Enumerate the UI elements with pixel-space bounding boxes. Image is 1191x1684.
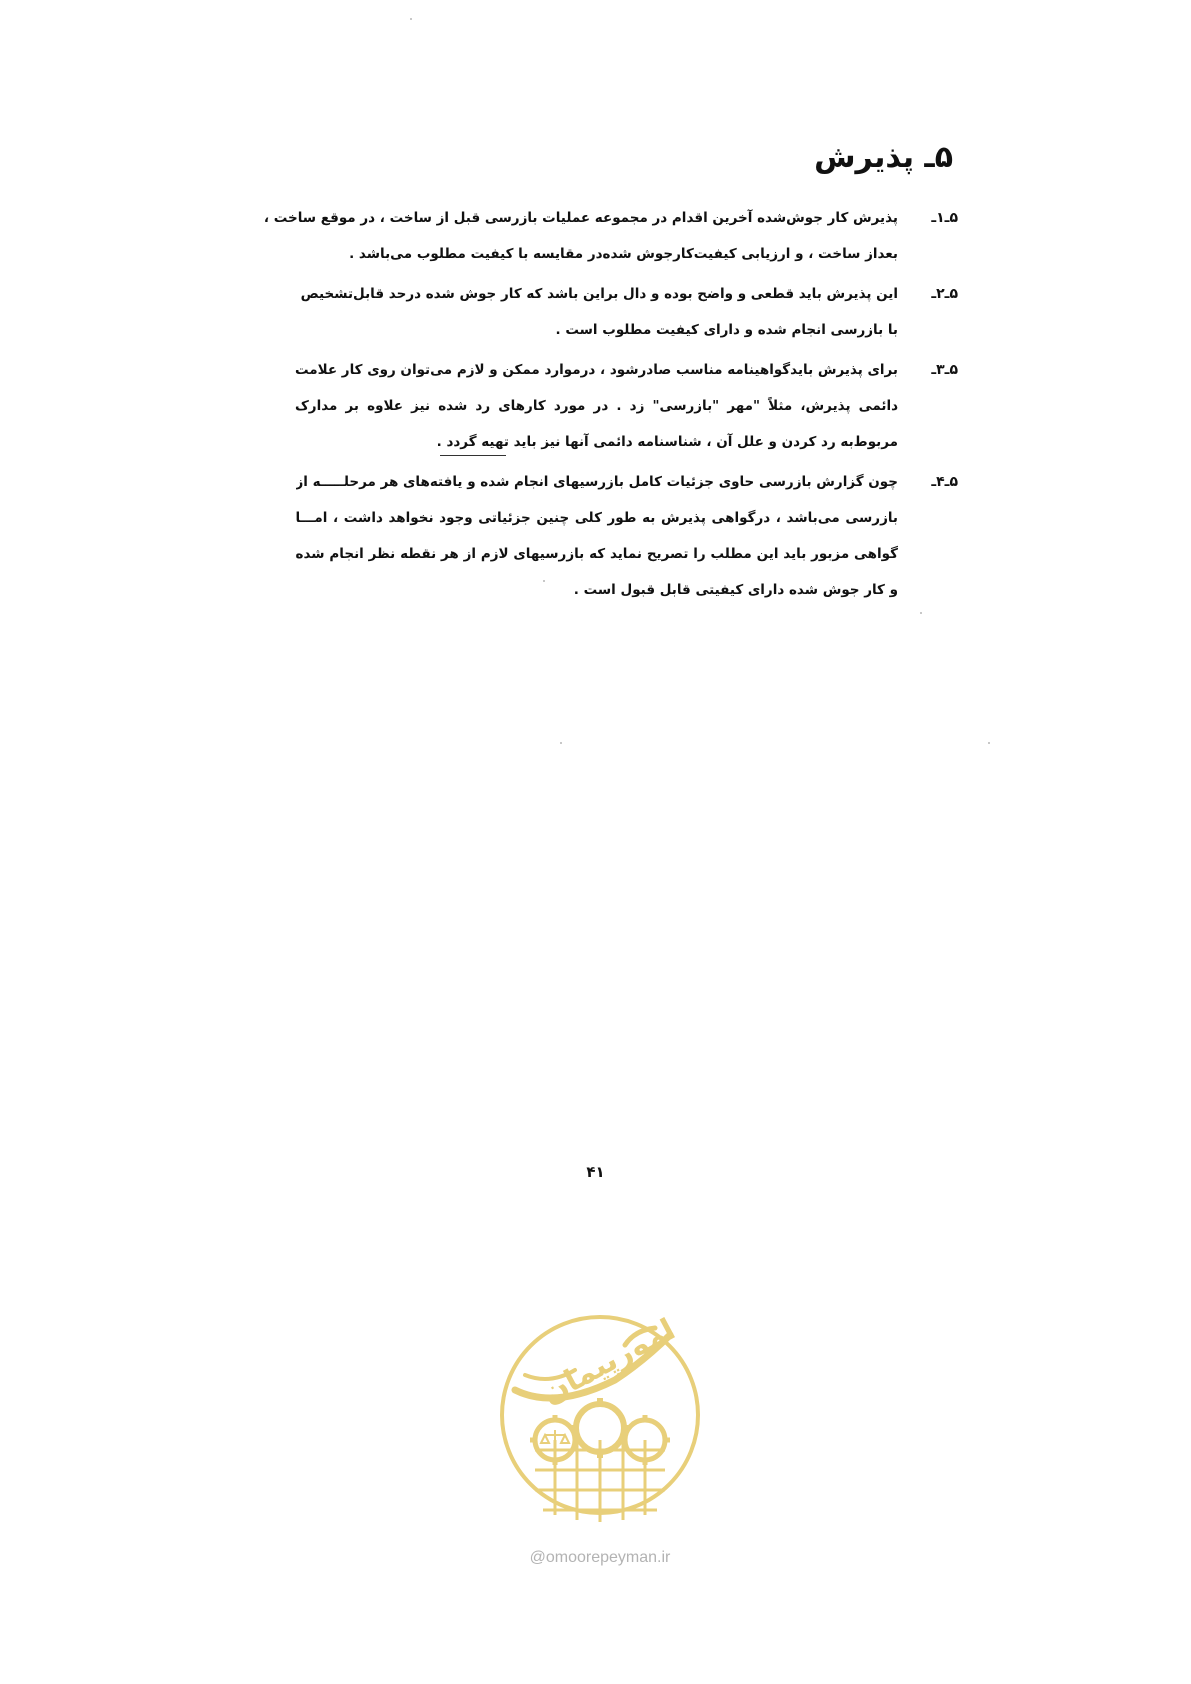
- clause-number: ۵ـ۳ـ: [931, 362, 958, 378]
- clause-line: این پذیرش باید قطعی و واضح بوده و دال براین باشد که کار جوش شده درحد قابل‌تشخیص: [300, 286, 898, 302]
- clause-list: [263, 200, 958, 612]
- watermark-caption: @omoorepeyman.ir: [529, 1549, 671, 1566]
- clause-line: با بازرسی انجام شده و دارای کیفیت مطلوب است .: [555, 322, 898, 338]
- clause-text: [296, 464, 898, 608]
- clause-line: گواهی مزبور باید این مطلب را تصریح نماید که بازرسیهای لازم از هر نقطه نظر انجام شده: [295, 546, 898, 562]
- watermark-logo-text: امورپیمان: [536, 1312, 681, 1412]
- clause-line: بازرسی می‌باشد ، درگواهی پذیرش به طور کلی چنین جزئیاتی وجود نخواهد داشت ، امـــا: [295, 510, 898, 526]
- section-title: ۵ـ پذیرش: [814, 140, 953, 175]
- scan-speck: [543, 580, 545, 582]
- clause-text: [301, 276, 898, 348]
- clause-line: و کار جوش شده دارای کیفیتی قابل قبول است .: [573, 582, 898, 598]
- scan-speck: [560, 742, 562, 744]
- clause-number: ۵ـ۴ـ: [931, 474, 958, 490]
- clause-line: مربوط‌به رد کردن و علل آن ، شناسنامه دائمی آنها نیز باید تهیه گردد .: [436, 434, 898, 450]
- clause-5-4: [295, 464, 958, 608]
- clause-line: دائمی پذیرش، مثلاً "مهر "بازرسی" زد . در مورد کارهای رد شده نیز علاوه بر مدارک: [294, 398, 898, 414]
- clause-number: ۵ـ۱ـ: [931, 210, 958, 226]
- clause-text: [264, 200, 898, 272]
- watermark-logo-icon: [495, 1300, 705, 1540]
- clause-5-1: [263, 200, 958, 272]
- clause-line: پذیرش کار جوش‌شده آخرین اقدام در مجموعه عملیات بازرسی قبل از ساخت ، در موقع ساخت ،: [263, 210, 898, 226]
- scan-speck: [920, 612, 922, 614]
- clause-number: ۵ـ۲ـ: [931, 286, 958, 302]
- clause-text: [295, 352, 898, 460]
- scan-speck: [988, 742, 990, 744]
- underline-rule: [440, 455, 506, 456]
- page-number: ۴۱: [586, 1163, 605, 1181]
- clause-line: چون گزارش بازرسی حاوی جزئیات کامل بازرسیهای انجام شده و یافته‌های هر مرحلـــــه از: [295, 474, 898, 490]
- clause-line: برای پذیرش بایدگواهینامه مناسب صادرشود ، درموارد ممکن و لازم می‌توان روی کار علامت: [294, 362, 898, 378]
- clause-5-3: [294, 352, 958, 460]
- scan-speck: [410, 18, 412, 20]
- clause-5-2: [300, 276, 958, 348]
- clause-line: بعداز ساخت ، و ارزیابی کیفیت‌کارجوش شده‌در مقایسه با کیفیت مطلوب می‌باشد .: [349, 246, 898, 262]
